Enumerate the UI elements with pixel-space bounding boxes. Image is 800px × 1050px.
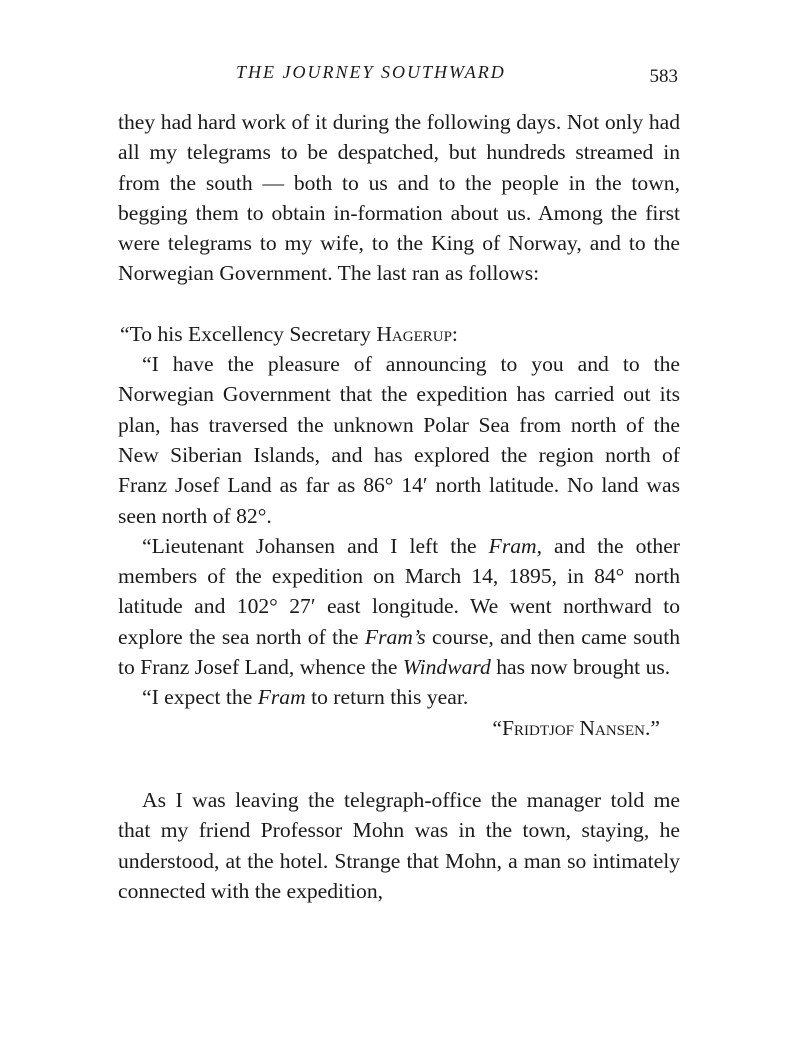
running-head xyxy=(118,62,678,92)
telegram-paragraph-2 xyxy=(118,531,680,682)
ship-name-frams: Fram’s xyxy=(364,624,426,649)
body-text xyxy=(118,107,680,906)
text-run: , and the other members of the expedition on March 14, 1895, in 84° north latitude and 102° 27′ east longitude. We went northward to explore the sea north of the xyxy=(118,533,680,649)
text-run: course, and then came south to Franz Josef Land, whence the xyxy=(118,624,680,680)
telegram-signature: “Fridtjof Nansen.” xyxy=(492,715,660,740)
ship-name-fram: Fram xyxy=(488,533,537,558)
telegram-recipient-name: Hagerup xyxy=(376,321,452,346)
running-title: THE JOURNEY SOUTHWARD xyxy=(236,62,506,82)
ship-name-fram: Fram xyxy=(257,685,306,710)
telegram-heading xyxy=(118,319,680,349)
paragraph-continued: they had hard work of it during the following days. Not only had all my telegrams to be despatched, but hundreds streamed in from the south — both to us and to the people in the town, begging them to obtain in-formation about us. Among the first were telegrams to my wife, to the King of Norway, and to the Norwegian Government. The last ran as follows: xyxy=(118,110,680,286)
ship-name-windward: Windward xyxy=(402,655,491,680)
telegram-heading-prefix: “To his Excellency Secretary xyxy=(120,321,377,346)
paragraph-closing: As I was leaving the telegraph-office the manager told me that my friend Professor Mohn was in the town, staying, he understood, at the hotel. Strange that Mohn, a man so intimately connected with the expedition, xyxy=(118,787,680,903)
telegram-paragraph-3 xyxy=(118,682,680,712)
telegram-paragraph-1: “I have the pleasure of announcing to you and to the Norwegian Government that the expedition has carried out its plan, has traversed the unknown Polar Sea from north of the New Siberian Islands, and has explored the region north of Franz Josef Land as far as 86° 14′ north latitude. No land was seen north of 82°. xyxy=(118,352,680,528)
text-run: has now brought us. xyxy=(490,655,671,680)
text-run: “I expect the xyxy=(142,685,258,710)
text-run: “Lieutenant Johansen and I left the xyxy=(142,533,489,558)
page-number: 583 xyxy=(649,66,678,87)
telegram-heading-suffix: : xyxy=(451,321,458,346)
text-run: to return this year. xyxy=(305,685,469,710)
